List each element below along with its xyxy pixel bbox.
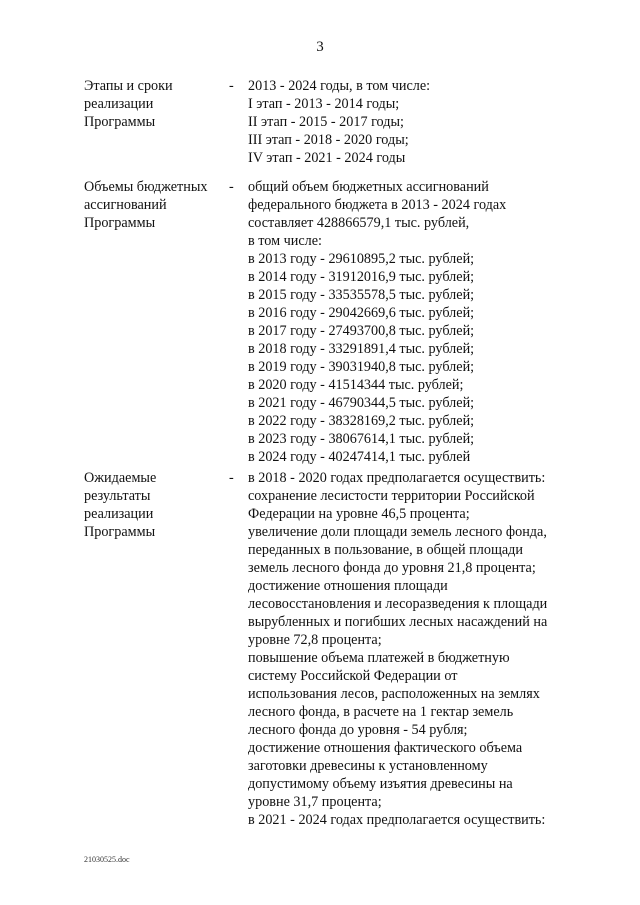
content-line: достижение отношения площади [248, 578, 448, 594]
content-line: лесного фонда до уровня - 54 рубля; [248, 722, 468, 738]
content-line: Федерации на уровне 46,5 процента; [248, 506, 470, 522]
content-line: в 2017 году - 27493700,8 тыс. рублей; [248, 323, 475, 339]
content-line: лесного фонда, в расчете на 1 гектар земель [248, 704, 514, 720]
dash-separator: - [229, 470, 234, 486]
label-line: Программы [84, 524, 156, 540]
section-content [248, 77, 588, 167]
content-line: сохранение лесистости территории Российской [248, 488, 535, 504]
content-line: общий объем бюджетных ассигнований [248, 179, 489, 195]
page-number: 3 [316, 39, 324, 55]
content-line: I этап - 2013 - 2014 годы; [248, 96, 400, 112]
content-line: в 2024 году - 40247414,1 тыс. рублей [248, 449, 471, 465]
content-line: в том числе: [248, 233, 322, 249]
content-line: составляет 428866579,1 тыс. рублей, [248, 215, 470, 231]
content-line: в 2015 году - 33535578,5 тыс. рублей; [248, 287, 475, 303]
content-line: в 2018 году - 33291891,4 тыс. рублей; [248, 341, 475, 357]
label-line: Этапы и сроки [84, 78, 173, 94]
content-line: допустимому объему изъятия древесины на [248, 776, 513, 792]
label-line: Ожидаемые [84, 470, 157, 486]
content-line: систему Российской Федерации от [248, 668, 458, 684]
content-line: в 2016 году - 29042669,6 тыс. рублей; [248, 305, 475, 321]
content-line: повышение объема платежей в бюджетную [248, 650, 510, 666]
content-line: уровне 72,8 процента; [248, 632, 382, 648]
section-label [84, 77, 224, 131]
content-line: в 2020 году - 41514344 тыс. рублей; [248, 377, 464, 393]
content-line: уровне 31,7 процента; [248, 794, 382, 810]
section-label [84, 178, 224, 232]
label-line: Объемы бюджетных [84, 179, 208, 195]
content-line: увеличение доли площади земель лесного фонда, [248, 524, 547, 540]
label-line: Программы [84, 215, 156, 231]
content-line: переданных в пользование, в общей площади [248, 542, 523, 558]
dash-separator: - [229, 78, 234, 94]
section-content [248, 178, 588, 466]
section-label [84, 469, 224, 541]
content-line: в 2013 году - 29610895,2 тыс. рублей; [248, 251, 475, 267]
content-line: в 2021 - 2024 годах предполагается осуществить: [248, 812, 546, 828]
content-line: достижение отношения фактического объема [248, 740, 523, 756]
label-line: Программы [84, 114, 156, 130]
content-line: федерального бюджета в 2013 - 2024 годах [248, 197, 507, 213]
content-line: лесовосстановления и лесоразведения к площади [248, 596, 548, 612]
content-line: в 2021 году - 46790344,5 тыс. рублей; [248, 395, 475, 411]
label-line: реализации [84, 506, 154, 522]
label-line: реализации [84, 96, 154, 112]
content-line: в 2022 году - 38328169,2 тыс. рублей; [248, 413, 475, 429]
dash-separator: - [229, 179, 234, 195]
section-content [248, 469, 588, 829]
content-line: в 2019 году - 39031940,8 тыс. рублей; [248, 359, 475, 375]
content-line: заготовки древесины к установленному [248, 758, 488, 774]
content-line: III этап - 2018 - 2020 годы; [248, 132, 409, 148]
content-line: в 2023 году - 38067614,1 тыс. рублей; [248, 431, 475, 447]
document-filename: 21030525.doc [84, 855, 130, 864]
content-line: в 2018 - 2020 годах предполагается осуществить: [248, 470, 546, 486]
content-line: 2013 - 2024 годы, в том числе: [248, 78, 431, 94]
content-line: II этап - 2015 - 2017 годы; [248, 114, 404, 130]
content-line: вырубленных и погибших лесных насаждений на [248, 614, 548, 630]
label-line: ассигнований [84, 197, 167, 213]
content-line: использования лесов, расположенных на землях [248, 686, 540, 702]
content-line: земель лесного фонда до уровня 21,8 процента; [248, 560, 536, 576]
content-line: IV этап - 2021 - 2024 годы [248, 150, 406, 166]
label-line: результаты [84, 488, 151, 504]
content-line: в 2014 году - 31912016,9 тыс. рублей; [248, 269, 475, 285]
